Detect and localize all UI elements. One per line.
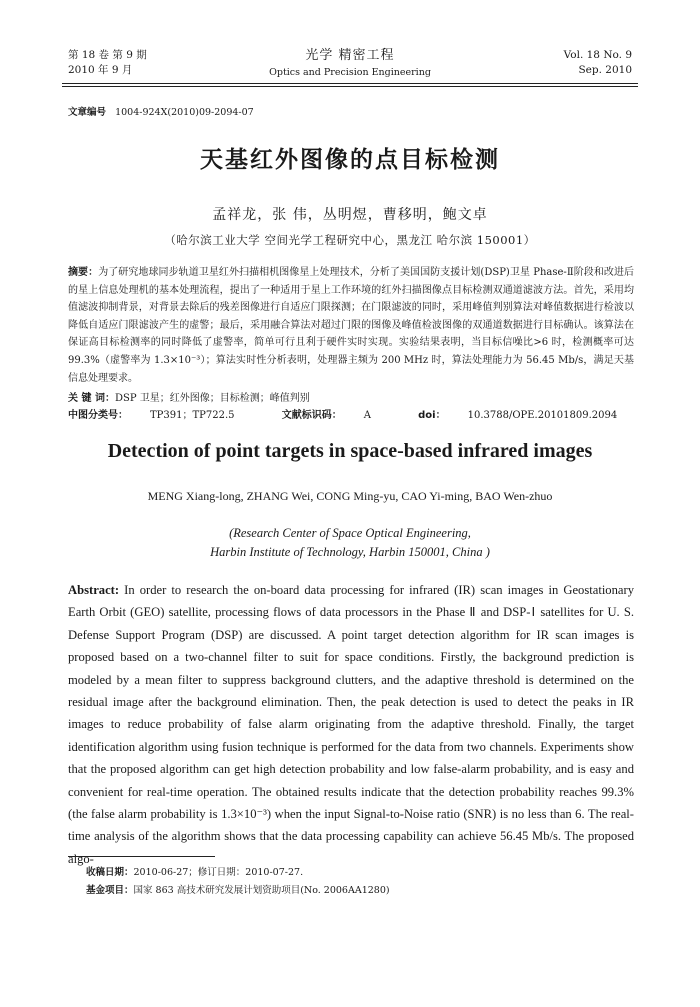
footnote-fund-value: 国家 863 高技术研究发展计划资助项目(No. 2006AA1280)	[133, 885, 390, 896]
footnote-rule	[68, 856, 215, 857]
affiliation-en-line1: (Research Center of Space Optical Engineering,	[229, 526, 471, 540]
footnote-dates-label: 收稿日期：	[86, 867, 134, 878]
doc-code-label: 文献标识码：	[281, 410, 342, 421]
affiliation-cn: （哈尔滨工业大学 空间光学工程研究中心，黑龙江 哈尔滨 150001）	[164, 233, 536, 247]
doc-code-group	[282, 410, 393, 421]
doc-code-value: A	[363, 410, 371, 421]
doi-label: doi：	[418, 410, 446, 421]
journal-name-en: Optics and Precision Engineering	[269, 67, 431, 78]
authors-en: MENG Xiang-long, ZHANG Wei, CONG Ming-yu, CAO Yi-ming, BAO Wen-zhuo	[147, 489, 553, 503]
clc-label: 中图分类号：	[68, 410, 128, 421]
date-cn: 2010 年 9 月	[68, 64, 133, 76]
abstract-en	[68, 579, 634, 870]
header-rule-thin	[62, 86, 638, 87]
keywords-cn	[68, 389, 310, 404]
title-cn: 天基红外图像的点目标检测	[200, 147, 500, 173]
abstract-en-text: In order to research the on-board data processing for infrared (IR) scan images in Geostationary Earth Orbit (GEO) satellite, processing flows of data processors in the Phase Ⅱ and DSP-Ⅰ satellites for U. S. Defense Support Program (DSP) are discussed. A point target detection algorithm for IR scan images is proposed based on a two-channel filter to suit for space conditions. Firstly, the background prediction is modeled by a mean filter to suppress background clutters, and the adaptive threshold is determined on the residual image after the background elimination. Then, the peak detection is used to detect the peaks in IR images to reduce probability of false alarm originating from the adaptive threshold. Finally, the target identification algorithm using fusion technique is performed for the data from two channels. Experiments show that the proposed algorithm can get high detection probability and low false-alarm probability, and is easy and convenient for real-time operation. The obtained results indicate that the detection probability reaches 99.3% (the false alarm probability is 1.3×10⁻³) when the input Signal-to-Noise ratio (SNR) is no less than 6. The real-time analysis of the algorithm shows that the data processing capability can achieve 56.45 Mb/s. The proposed algo-	[68, 583, 634, 866]
authors-cn: 孟祥龙，张 伟，丛明煜，曹移明，鲍文卓	[212, 207, 488, 223]
article-number-value: 1004-924X(2010)09-2094-07	[115, 107, 254, 118]
doi-value: 10.3788/OPE.20101809.2094	[467, 410, 618, 421]
abstract-en-label: Abstract:	[68, 583, 120, 597]
abstract-cn-text: 为了研究地球同步轨道卫星红外扫描相机图像星上处理技术，分析了美国国防支援计划(DSP)卫星 Phase-Ⅱ阶段和改进后的星上信息处理机的基本处理流程，提出了一种适用于星上工作环境的红外扫描图像点目标检测双通道滤波方法。首先，采用均值滤波抑制背景，对背景去除后的残差图像进行自适应门限探测；在门限滤波的同时，采用峰值判别算法对峰值数据进行检波以降低自适应门限滤波产生的虚警；最后，采用融合算法对超过门限的图像及峰值检波图像的双通道数据进行目标确认。该算法在保证高目标检测率的同时降低了虚警率，简单可行且利于硬件实时实现。实验结果表明，当目标信噪比>6 时，检测概率可达 99.3%（虚警率为 1.3×10⁻³）；算法实时性分析表明，处理器主频为 200 MHz 时，算法处理能力为 56.45 Mb/s，满足天基信息处理要求。	[68, 267, 635, 384]
clc-group	[68, 410, 257, 421]
doi-group	[418, 410, 639, 421]
clc-value: TP391；TP722.5	[150, 410, 235, 421]
keywords-cn-label: 关 键 词：	[68, 393, 115, 404]
footnote-fund-label: 基金项目：	[86, 885, 134, 896]
keywords-cn-text: DSP 卫星；红外图像；目标检测；峰值判别	[114, 393, 310, 404]
footnote-dates-value: 2010-06-27；修订日期：2010-07-27.	[133, 867, 304, 878]
footnote-dates	[86, 864, 303, 878]
date-en: Sep. 2010	[578, 64, 632, 76]
header-right	[564, 48, 632, 78]
footnote-fund	[86, 882, 390, 896]
volume-issue-en: Vol. 18 No. 9	[563, 49, 632, 61]
header-rule	[62, 83, 638, 84]
abstract-cn	[68, 264, 634, 387]
volume-issue-cn: 第 18 卷 第 9 期	[68, 49, 147, 61]
affiliation-en	[0, 524, 700, 562]
title-en: Detection of point targets in space-based infrared images	[107, 440, 593, 462]
article-number	[68, 104, 254, 118]
abstract-cn-label: 摘要：	[68, 267, 99, 278]
journal-name-cn: 光学 精密工程	[305, 48, 395, 63]
article-number-label: 文章编号	[68, 107, 107, 118]
classification-line	[68, 406, 661, 421]
affiliation-en-line2: Harbin Institute of Technology, Harbin 150001, China )	[210, 545, 490, 559]
